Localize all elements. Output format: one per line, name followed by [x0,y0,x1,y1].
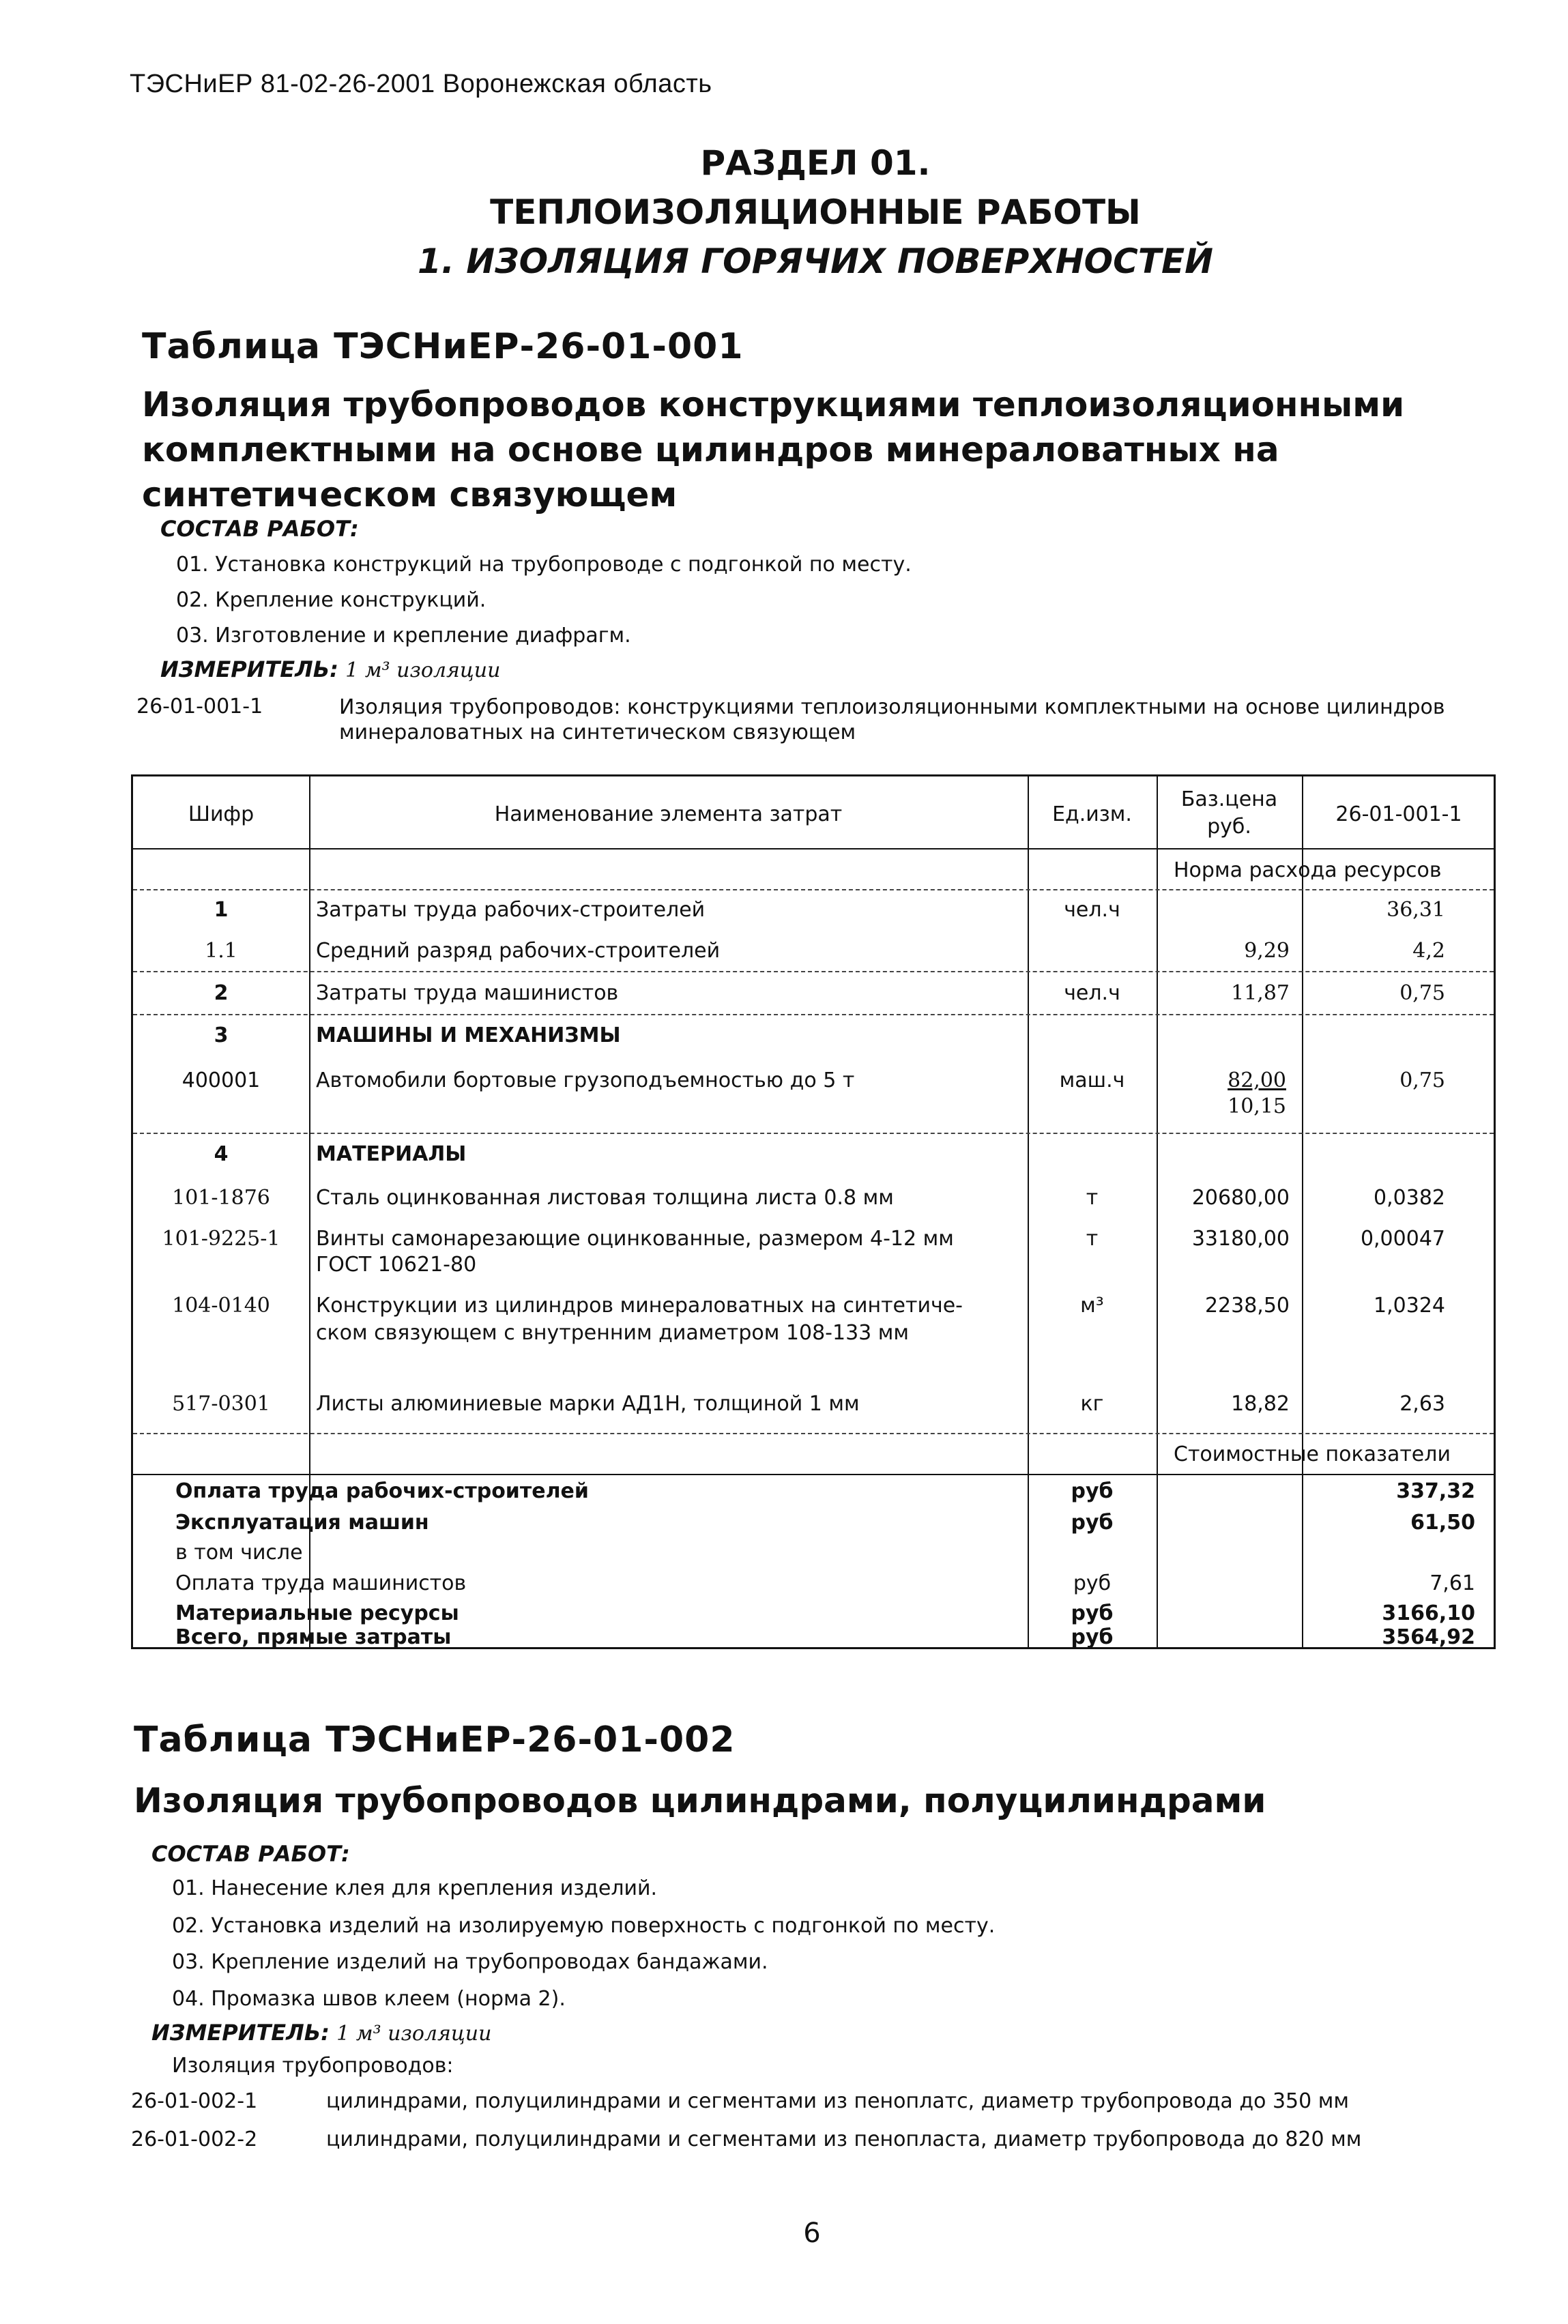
row-value: 0,00047 [1360,1227,1445,1251]
cost-value: 337,32 [1396,1479,1475,1503]
row-code: 104-0140 [172,1294,270,1318]
row-unit: чел.ч [1064,898,1120,922]
variants-intro: Изоляция трубопроводов: [172,2054,454,2078]
cost-unit: руб [1071,1625,1114,1649]
table1-heading: Таблица ТЭСНиЕР-26-01-001 [142,326,744,367]
row-name: Сталь оцинкованная листовая толщина листа 0.8 мм [316,1186,894,1210]
cost-note: в том числе [175,1541,303,1565]
row-rule [133,971,1494,972]
row-value: 36,31 [1386,898,1445,922]
row-code: 400001 [182,1069,261,1092]
row-unit: м³ [1080,1294,1104,1318]
table2-title: Изоляция трубопроводов цилиндрами, полуцилиндрами [134,1781,1266,1820]
row-value: 4,2 [1412,939,1445,963]
row-rule [133,889,1494,890]
row-value: 0,75 [1399,981,1445,1005]
section-label: РАЗДЕЛ 01. [700,143,931,183]
row-code: 2 [214,981,229,1005]
norm-band-label: Норма расхода ресурсов [1174,858,1442,882]
composition-item: 02. Установка изделий на изолируемую поверхность с подгонкой по месту. [172,1914,996,1938]
row-price: 33180,00 [1191,1227,1290,1251]
row-price: 11,87 [1231,981,1290,1005]
row-unit: маш.ч [1059,1069,1125,1092]
cost-name: Оплата труда машинистов [175,1571,467,1595]
row-name: Затраты труда машинистов [316,981,619,1005]
cost-unit: руб [1073,1571,1112,1595]
cost-name: Эксплуатация машин [175,1511,429,1535]
row-name: Листы алюминиевые марки АД1Н, толщиной 1 мм [316,1392,860,1416]
row-rule [133,1133,1494,1134]
row-price: 82,00 [1228,1069,1286,1092]
col-rule [1157,776,1158,1647]
row-rule [133,1014,1494,1015]
composition-label: СОСТАВ РАБОТ: [160,516,359,542]
composition-item: 04. Промазка швов клеем (норма 2). [172,1987,566,2011]
row-code: 1 [214,898,229,922]
row-rule [133,1433,1494,1434]
variant-text: цилиндрами, полуцилиндрами и сегментами из пеноплатс, диаметр трубопровода до 350 мм [326,2089,1350,2113]
variant-text: Изоляция трубопроводов: конструкциями теплоизоляционными комплектными на основе цилиндров минераловатных на синтетическом связующем [339,695,1445,744]
row-name-cont: ском связующем с внутренним диаметром 108-133 мм [316,1321,910,1345]
composition-item: 01. Нанесение клея для крепления изделий. [172,1876,658,1900]
row-unit: т [1086,1227,1099,1251]
page-number: 6 [803,2218,821,2249]
row-price: 2238,50 [1204,1294,1290,1318]
cost-unit: руб [1071,1479,1114,1503]
row-price: 20680,00 [1191,1186,1290,1210]
running-header: ТЭСНиЕР 81-02-26-2001 Воронежская область [130,70,712,98]
cost-band-label: Стоимостные показатели [1174,1442,1451,1466]
cost-value: 3166,10 [1382,1601,1475,1625]
row-rule [133,848,1494,849]
variant-code: 26-01-002-1 [131,2089,258,2113]
row-price: 9,29 [1244,939,1290,963]
table2-heading: Таблица ТЭСНиЕР-26-01-002 [134,1719,736,1760]
row-name: Автомобили бортовые грузоподъемностью до 5 т [316,1069,855,1092]
row-name: Средний разряд рабочих-строителей [316,939,721,963]
row-code: 3 [214,1023,229,1047]
row-unit: кг [1080,1392,1104,1416]
row-value: 2,63 [1399,1392,1445,1416]
row-group-name: МАШИНЫ И МЕХАНИЗМЫ [316,1023,621,1047]
row-name-cont: ГОСТ 10621-80 [316,1253,477,1277]
row-value: 0,75 [1399,1069,1445,1092]
resource-table [131,774,1496,1649]
row-value: 1,0324 [1374,1294,1445,1318]
section-name: ТЕПЛОИЗОЛЯЦИОННЫЕ РАБОТЫ [490,192,1141,232]
cost-unit: руб [1071,1511,1114,1535]
row-unit: т [1086,1186,1099,1210]
row-name: Затраты труда рабочих-строителей [316,898,706,922]
row-unit: чел.ч [1064,981,1120,1005]
row-code: 101-9225-1 [162,1227,280,1251]
cost-value: 61,50 [1410,1511,1475,1535]
row-value: 0,0382 [1374,1186,1445,1210]
row-rule [133,1474,1494,1475]
composition-label: СОСТАВ РАБОТ: [151,1841,350,1867]
composition-item: 02. Крепление конструкций. [176,588,487,612]
row-price-secondary: 10,15 [1228,1094,1286,1118]
row-group-name: МАТЕРИАЛЫ [316,1142,467,1166]
measure-label: ИЗМЕРИТЕЛЬ: [160,656,338,682]
col-header-name: Наименование элемента затрат [494,802,843,826]
variant-code: 26-01-002-2 [131,2127,258,2151]
row-code: 517-0301 [172,1392,270,1416]
col-header-code: Шифр [188,802,255,826]
col-header-price-unit: руб. [1207,815,1251,839]
row-code: 1.1 [205,939,237,963]
measure-value: 1 м³ изоляции [345,658,501,682]
col-header-unit: Ед.изм. [1052,802,1132,826]
cost-name: Оплата труда рабочих-строителей [175,1479,589,1503]
cost-name: Всего, прямые затраты [175,1625,452,1649]
cost-name: Материальные ресурсы [175,1601,459,1625]
row-code: 101-1876 [172,1186,270,1210]
col-header-norm: 26-01-001-1 [1335,802,1462,826]
col-header-price: Баз.цена [1180,787,1278,811]
row-name: Винты самонарезающие оцинкованные, размером 4-12 мм [316,1227,954,1251]
table1-title: Изоляция трубопроводов конструкциями теплоизоляционными комплектными на основе цилиндров минераловатных на синтетическом связующем [142,385,1405,514]
row-code: 4 [214,1142,229,1166]
composition-item: 01. Установка конструкций на трубопроводе с подгонкой по месту. [176,553,912,577]
row-price: 18,82 [1231,1392,1290,1416]
cost-value: 7,61 [1429,1571,1475,1595]
variant-text: цилиндрами, полуцилиндрами и сегментами из пенопласта, диаметр трубопровода до 820 мм [326,2127,1362,2151]
measure-label: ИЗМЕРИТЕЛЬ: [151,2020,330,2046]
measure-line [151,2020,491,2046]
subsection-name: 1. ИЗОЛЯЦИЯ ГОРЯЧИХ ПОВЕРХНОСТЕЙ [418,242,1213,281]
cost-value: 3564,92 [1382,1625,1475,1649]
row-name: Конструкции из цилиндров минераловатных на синтетиче- [316,1294,963,1318]
measure-line [160,656,500,682]
composition-item: 03. Крепление изделий на трубопроводах бандажами. [172,1950,768,1974]
composition-item: 03. Изготовление и крепление диафрагм. [176,624,631,648]
measure-value: 1 м³ изоляции [336,2022,492,2046]
cost-unit: руб [1071,1601,1114,1625]
variant-code: 26-01-001-1 [136,695,263,718]
